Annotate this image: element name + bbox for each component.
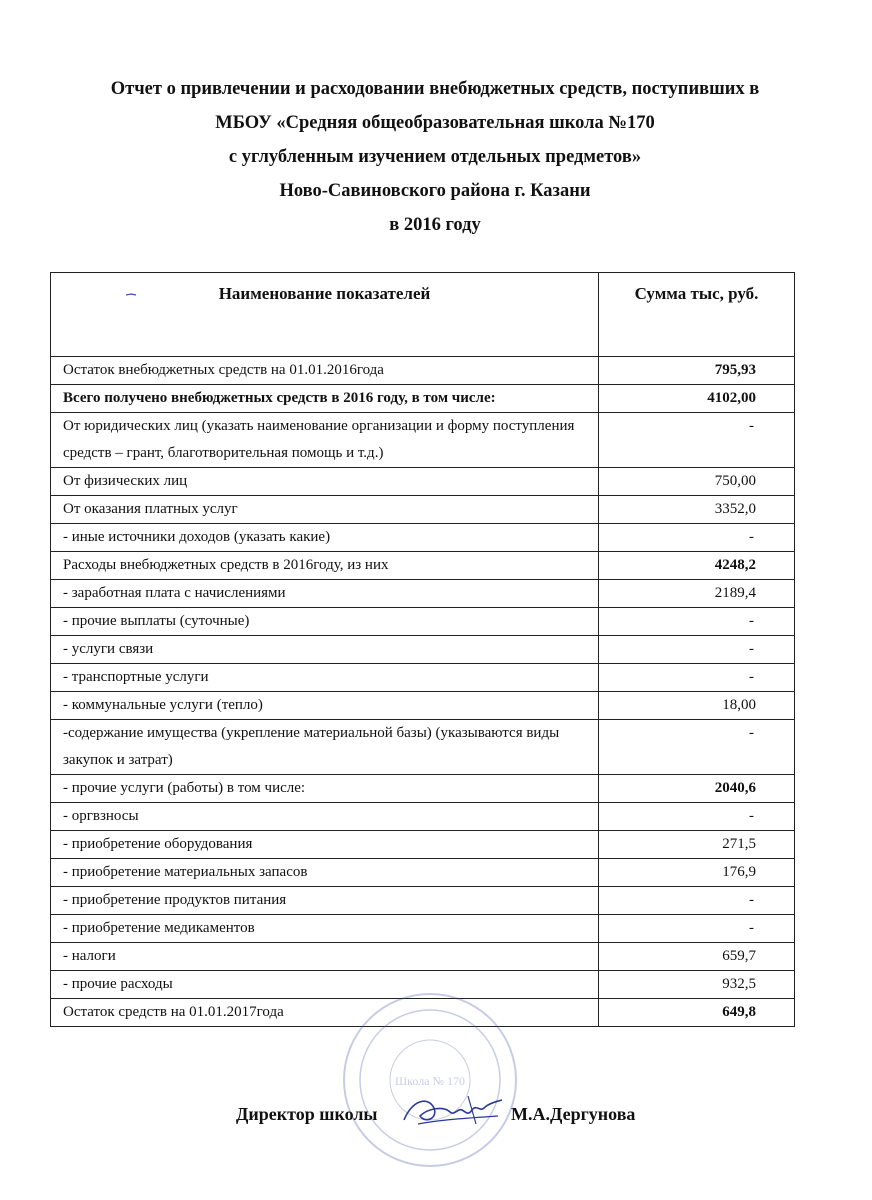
- table-row: [51, 524, 795, 552]
- row-value: 795,93: [599, 357, 795, 385]
- row-name: - приобретение медикаментов: [51, 915, 599, 943]
- table-row: [51, 580, 795, 608]
- row-value: 932,5: [599, 971, 795, 999]
- title-line-3: с углубленным изучением отдельных предметов»: [228, 147, 642, 167]
- row-name: - заработная плата с начислениями: [51, 580, 599, 608]
- table-row: [51, 468, 795, 496]
- table-row: [51, 496, 795, 524]
- table-row: [51, 552, 795, 580]
- seal-text: Школа № 170: [395, 1074, 465, 1088]
- pen-mark-icon: [125, 290, 137, 298]
- title-line-5: в 2016 году: [389, 215, 481, 235]
- row-name: От юридических лиц (указать наименование организации и форму поступления средств – грант, благотворительная помощь и т.д.): [51, 413, 599, 468]
- row-name: Всего получено внебюджетных средств в 2016 году, в том числе:: [51, 385, 599, 413]
- row-value: -: [599, 887, 795, 915]
- row-name: Расходы внебюджетных средств в 2016году, из них: [51, 552, 599, 580]
- row-name: - услуги связи: [51, 636, 599, 664]
- row-name: От физических лиц: [51, 468, 599, 496]
- table-row: [51, 664, 795, 692]
- row-value: 4248,2: [599, 552, 795, 580]
- row-value: 18,00: [599, 692, 795, 720]
- director-label: Директор школы: [236, 1104, 378, 1124]
- row-name: - прочие услуги (работы) в том числе:: [51, 775, 599, 803]
- row-value: 176,9: [599, 859, 795, 887]
- table-row: [51, 636, 795, 664]
- row-value: -: [599, 413, 795, 468]
- table-row: [51, 915, 795, 943]
- row-value: 659,7: [599, 943, 795, 971]
- row-value: 3352,0: [599, 496, 795, 524]
- seal-stamp-icon: [340, 990, 520, 1170]
- header-name: Наименование показателей: [51, 273, 599, 357]
- row-name: - приобретение оборудования: [51, 831, 599, 859]
- row-value: -: [599, 636, 795, 664]
- row-value: 4102,00: [599, 385, 795, 413]
- row-name: - прочие расходы: [51, 971, 599, 999]
- title-line-1: Отчет о привлечении и расходовании внебюджетных средств, поступивших в: [110, 79, 760, 99]
- header-value: Сумма тыс, руб.: [599, 273, 795, 357]
- handwritten-signature-icon: [398, 1090, 508, 1132]
- finance-table: [50, 272, 795, 1027]
- table-row: [51, 859, 795, 887]
- row-value: -: [599, 524, 795, 552]
- table-row: [51, 608, 795, 636]
- table-row: [51, 720, 795, 775]
- row-name: - прочие выплаты (суточные): [51, 608, 599, 636]
- row-value: 750,00: [599, 468, 795, 496]
- row-name: Остаток средств на 01.01.2017года: [51, 999, 599, 1027]
- title-line-4: Ново-Савиновского района г. Казани: [279, 181, 591, 201]
- table-row: [51, 775, 795, 803]
- row-value: -: [599, 803, 795, 831]
- row-name: -содержание имущества (укрепление материальной базы) (указываются виды закупок и затрат): [51, 720, 599, 775]
- director-name: М.А.Дергунова: [511, 1104, 636, 1124]
- table-row: [51, 413, 795, 468]
- row-value: 2040,6: [599, 775, 795, 803]
- row-name: - иные источники доходов (указать какие): [51, 524, 599, 552]
- row-value: -: [599, 608, 795, 636]
- row-name: - транспортные услуги: [51, 664, 599, 692]
- row-name: - приобретение материальных запасов: [51, 859, 599, 887]
- table-row: [51, 357, 795, 385]
- row-value: -: [599, 664, 795, 692]
- report-title: [40, 72, 830, 242]
- row-name: Остаток внебюджетных средств на 01.01.2016года: [51, 357, 599, 385]
- row-name: - приобретение продуктов питания: [51, 887, 599, 915]
- row-value: -: [599, 720, 795, 775]
- table-row: [51, 692, 795, 720]
- table-header-row: [51, 273, 795, 357]
- table-row: [51, 385, 795, 413]
- row-value: 649,8: [599, 999, 795, 1027]
- row-value: 271,5: [599, 831, 795, 859]
- row-name: - коммунальные услуги (тепло): [51, 692, 599, 720]
- row-value: 2189,4: [599, 580, 795, 608]
- table-row: [51, 943, 795, 971]
- table-row: [51, 831, 795, 859]
- row-name: - оргвзносы: [51, 803, 599, 831]
- title-line-2: МБОУ «Средняя общеобразовательная школа №170: [215, 113, 655, 133]
- row-name: От оказания платных услуг: [51, 496, 599, 524]
- row-name: - налоги: [51, 943, 599, 971]
- row-value: -: [599, 915, 795, 943]
- table-row: [51, 803, 795, 831]
- table-row: [51, 887, 795, 915]
